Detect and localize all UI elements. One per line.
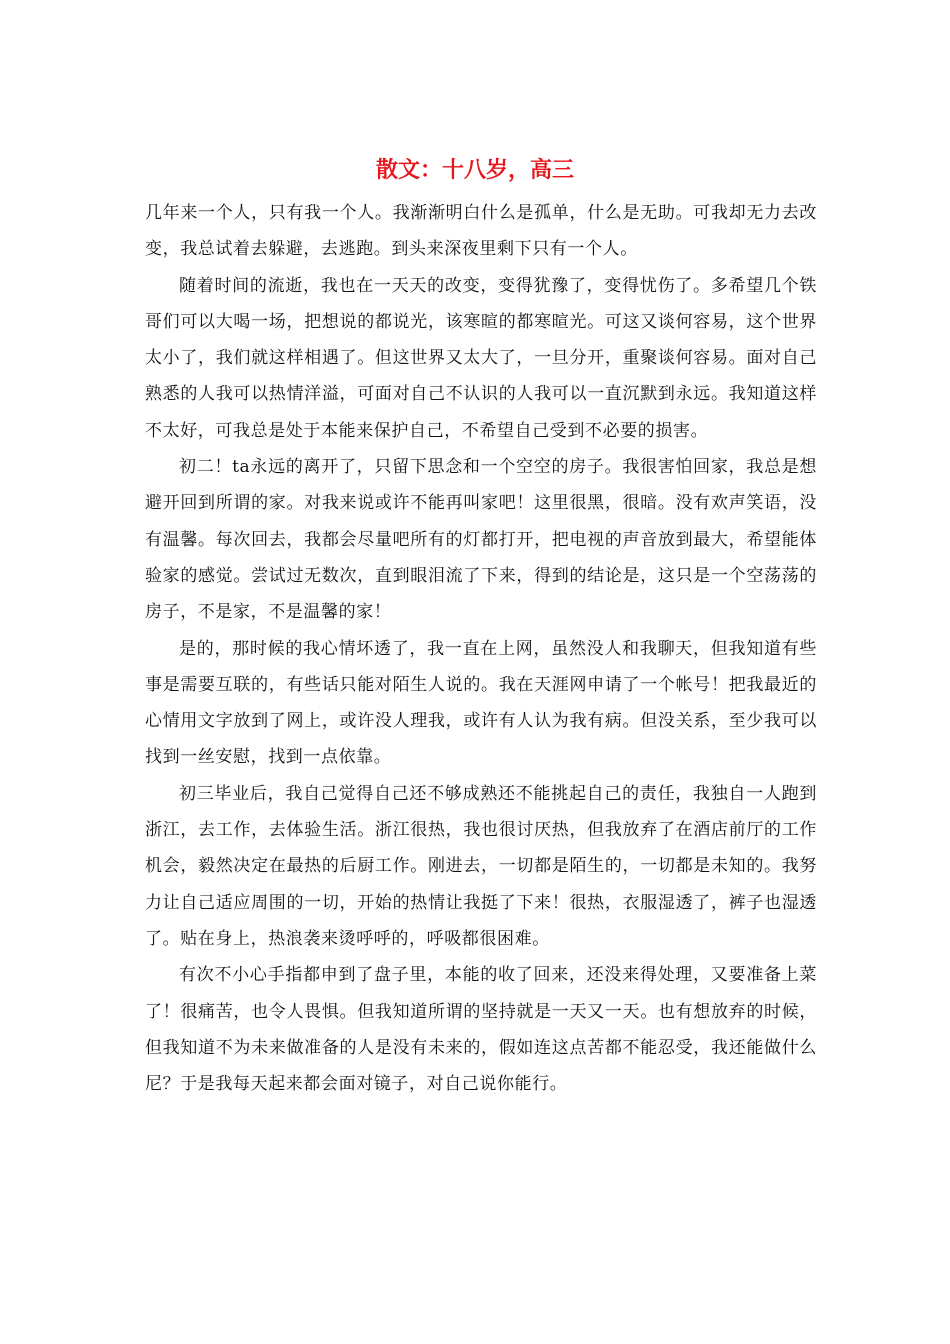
document-title: 散文：十八岁，高三 bbox=[375, 157, 574, 183]
document-body bbox=[145, 195, 817, 1102]
paragraph-5: 初三毕业后，我自己觉得自己还不够成熟还不能挑起自己的责任，我独自一人跑到浙江，去工作，去体验生活。浙江很热，我也很讨厌热，但我放弃了在酒店前厅的工作机会，毅然决定在最热的后厨工作。刚进去，一切都是陌生的，一切都是未知的。我努力让自己适应周围的一切，开始的热情让我挺了下来！很热，衣服湿透了，裤子也湿透了。贴在身上，热浪袭来烫呼呼的，呼吸都很困难。 bbox=[145, 783, 817, 949]
paragraph-4: 是的，那时候的我心情坏透了，我一直在上网，虽然没人和我聊天，但我知道有些事是需要互联的，有些话只能对陌生人说的。我在天涯网申请了一个帐号！把我最近的心情用文字放到了网上，或许没人理我，或许有人认为我有病。但没关系，至少我可以找到一丝安慰，找到一点依靠。 bbox=[145, 638, 817, 768]
paragraph-6: 有次不小心手指都申到了盘子里，本能的收了回来，还没来得处理，又要准备上菜了！很痛苦，也令人畏惧。但我知道所谓的坚持就是一天又一天。也有想放弃的时候，但我知道不为未来做准备的人是没有未来的，假如连这点苦都不能忍受，我还能做什么尼？于是我每天起来都会面对镜子，对自己说你能行。 bbox=[145, 965, 817, 1095]
paragraph-3: 初二！ta永远的离开了，只留下思念和一个空空的房子。我很害怕回家，我总是想避开回到所谓的家。对我来说或许不能再叫家吧！这里很黑，很暗。没有欢声笑语，没有温馨。每次回去，我都会尽量吧所有的灯都打开，把电视的声音放到最大，希望能体验家的感觉。尝试过无数次，直到眼泪流了下来，得到的结论是，这只是一个空荡荡的房子，不是家，不是温馨的家！ bbox=[145, 457, 817, 623]
paragraph-2: 随着时间的流逝，我也在一天天的改变，变得犹豫了，变得忧伤了。多希望几个铁哥们可以大喝一场，把想说的都说光，该寒暄的都寒暄光。可这又谈何容易，这个世界太小了，我们就这样相遇了。但这世界又太大了，一旦分开，重聚谈何容易。面对自己熟悉的人我可以热情洋溢，可面对自己不认识的人我可以一直沉默到永远。我知道这样不太好，可我总是处于本能来保护自己，不希望自己受到不必要的损害。 bbox=[145, 275, 817, 441]
paragraph-1: 几年来一个人，只有我一个人。我渐渐明白什么是孤单，什么是无助。可我却无力去改变，我总试着去躲避，去逃跑。到头来深夜里剩下只有一个人。 bbox=[145, 203, 817, 260]
